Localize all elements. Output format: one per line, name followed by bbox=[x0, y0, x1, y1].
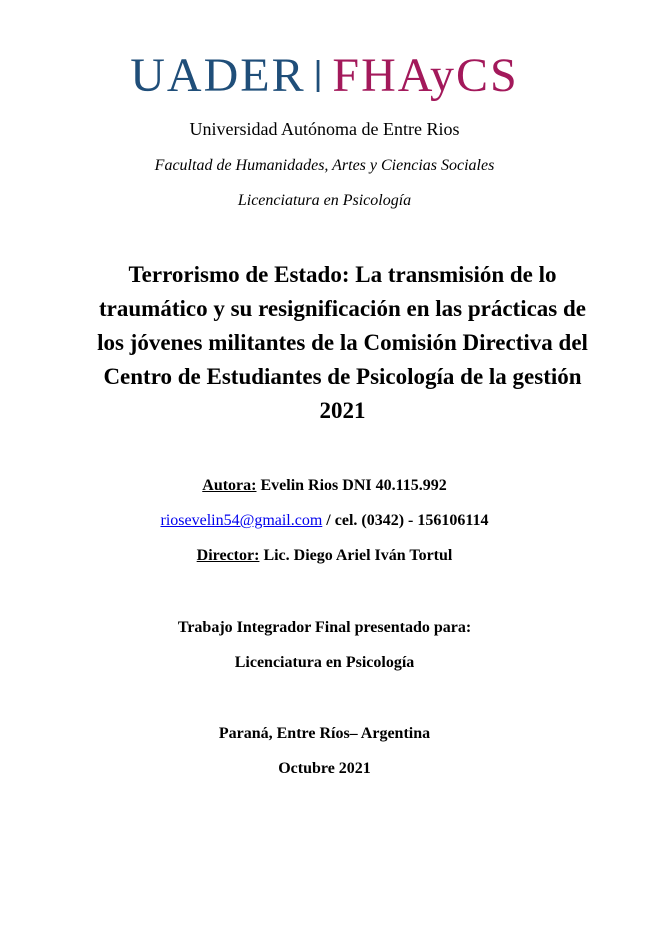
date-line: Octubre 2021 bbox=[278, 760, 371, 777]
thesis-title: Terrorismo de Estado: La transmisión de lo traumático y su resignificación en las prácticas de los jóvenes militantes de la Comisión Directiva del Centro de Estudiantes de Psicología de la gestión 2021 bbox=[97, 262, 588, 423]
submission-line: Trabajo Integrador Final presentado para: bbox=[177, 619, 472, 636]
logo-separator: | bbox=[313, 55, 325, 93]
university-name: Universidad Autónoma de Entre Rios bbox=[189, 119, 460, 139]
career-name: Licenciatura en Psicología bbox=[237, 192, 412, 209]
phone-text: / cel. (0342) - 156106114 bbox=[326, 512, 489, 529]
faculty-name: Facultad de Humanidades, Artes y Ciencias Sociales bbox=[154, 157, 495, 174]
author-value: Evelin Rios DNI 40.115.992 bbox=[260, 477, 447, 494]
director-label: Director: bbox=[196, 547, 260, 564]
fhaycs-logo-text: FHAyCS bbox=[332, 49, 519, 102]
uader-logo-text: UADER bbox=[130, 49, 306, 102]
institution-logo bbox=[0, 46, 649, 104]
submission-career: Licenciatura en Psicología bbox=[234, 654, 415, 671]
contact-line bbox=[0, 512, 649, 530]
email-link[interactable]: riosevelin54@gmail.com bbox=[160, 512, 323, 529]
place-line: Paraná, Entre Ríos– Argentina bbox=[218, 725, 431, 742]
author-label: Autora: bbox=[202, 477, 257, 494]
director-line bbox=[0, 547, 649, 565]
director-value: Lic. Diego Ariel Iván Tortul bbox=[263, 547, 453, 564]
author-line bbox=[0, 477, 649, 495]
